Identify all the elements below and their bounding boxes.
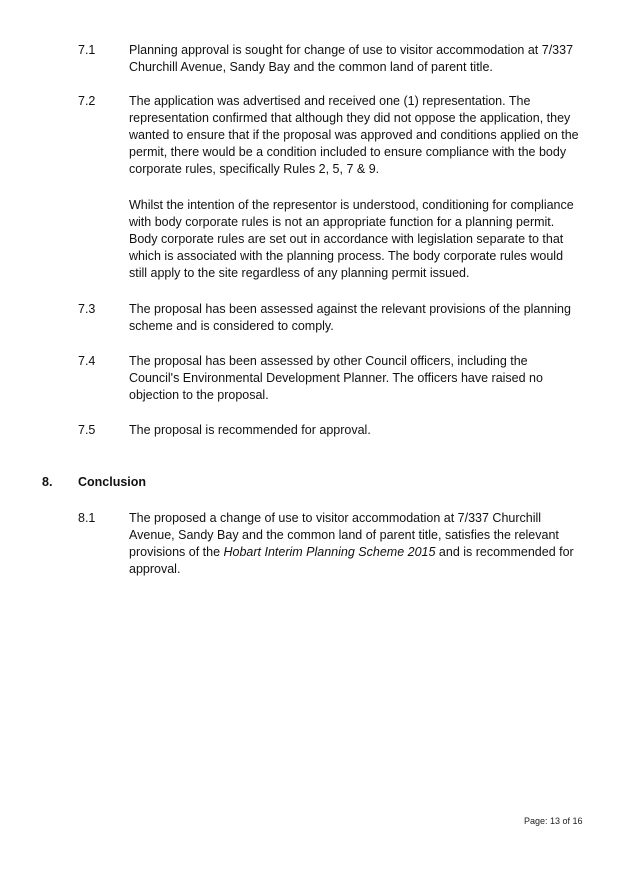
section-title: Conclusion bbox=[78, 475, 147, 489]
page-number: Page: 13 of 16 bbox=[524, 816, 583, 826]
paragraph-number: 7.2 bbox=[78, 94, 96, 108]
paragraph-text: The proposal has been assessed by other Council officers, including the Council's Environmental Development Planner. The officers have raised no objection to the proposal. bbox=[129, 354, 543, 402]
paragraph-text bbox=[129, 510, 581, 578]
paragraph-text: The proposal is recommended for approval. bbox=[129, 423, 371, 437]
paragraph-number: 7.4 bbox=[78, 354, 96, 368]
paragraph-body bbox=[129, 93, 581, 178]
paragraph-body-continued bbox=[129, 197, 581, 282]
paragraph-number: 7.5 bbox=[78, 423, 96, 437]
paragraph-text: The proposal has been assessed against the relevant provisions of the planning scheme and is considered to comply. bbox=[129, 302, 571, 333]
paragraph-text-continued: Whilst the intention of the representor is understood, conditioning for compliance with body corporate rules is not an appropriate function for a planning permit. Body corporate rules are set out in accordance with legislation separate to that which is associated with the planning process. The body corporate rules would still apply to the site regardless of any planning permit issued. bbox=[129, 198, 574, 280]
planning-scheme-name: Hobart Interim Planning Scheme 2015 bbox=[223, 545, 436, 559]
paragraph-number: 8.1 bbox=[78, 511, 96, 525]
conclusion-text-after: and is recommended for approval. bbox=[129, 545, 574, 576]
conclusion-text-before: The proposed a change of use to visitor accommodation at 7/337 Churchill Avenue, Sandy Bay and the common land of parent title, satisfies the relevant provisions of the bbox=[129, 511, 559, 559]
section-number: 8. bbox=[42, 475, 53, 489]
paragraph-text: Planning approval is sought for change of use to visitor accommodation at 7/337 Churchill Avenue, Sandy Bay and the common land of parent title. bbox=[129, 43, 574, 74]
paragraph-number: 7.1 bbox=[78, 43, 96, 57]
paragraph-number: 7.3 bbox=[78, 302, 96, 316]
paragraph-text: The application was advertised and received one (1) representation. The representation confirmed that although they did not oppose the application, they wanted to ensure that if the proposal was approved and conditions applied on the permit, there would be a condition included to ensure compliance with the body corporate rules, specifically Rules 2, 5, 7 & 9. bbox=[129, 94, 579, 176]
